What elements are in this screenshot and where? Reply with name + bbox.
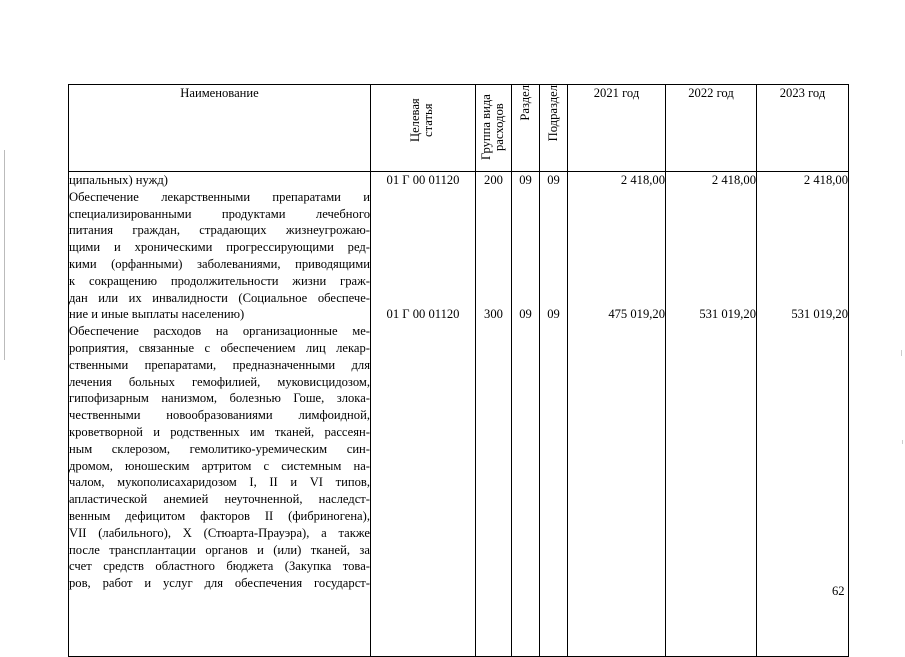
amount-2023-value: 2 418,00 bbox=[803, 173, 848, 187]
subsection-cell bbox=[540, 172, 568, 657]
name-line: ние и иные выплаты населению) bbox=[69, 307, 245, 322]
budget-table bbox=[68, 84, 849, 657]
subsection-value: 09 bbox=[547, 173, 560, 187]
scan-edge-mark bbox=[901, 350, 902, 356]
name-line: кими (орфанными) заболеваниями, приводящими bbox=[69, 256, 370, 271]
amount-2021-value: 475 019,20 bbox=[608, 307, 665, 321]
header-2022: 2022 год bbox=[666, 85, 757, 172]
scan-edge-mark bbox=[4, 150, 5, 360]
name-line: роприятия, связанные с обеспечением лиц лекар- bbox=[69, 340, 370, 355]
name-line: гипофизарным нанизмом, болезнью Гоше, злока- bbox=[69, 391, 370, 406]
header-section: Раздел bbox=[512, 85, 540, 172]
target-article-value: 01 Г 00 01120 bbox=[386, 307, 460, 321]
scan-edge-mark bbox=[902, 440, 903, 444]
amount-2021-value: 2 418,00 bbox=[620, 173, 665, 187]
header-2021: 2021 год bbox=[568, 85, 666, 172]
name-line: чественными новообразованиями лимфоидной, bbox=[69, 408, 370, 423]
name-line: лечения больных гемофилией, муковисцидозом, bbox=[69, 374, 370, 389]
header-target-article: Целевая статья bbox=[371, 85, 476, 172]
name-line: ров, работ и услуг для обеспечения государст- bbox=[69, 576, 370, 591]
amount-2022-value: 2 418,00 bbox=[711, 173, 756, 187]
name-line: к сокращению продолжительности жизни граж- bbox=[69, 273, 370, 288]
table-row bbox=[69, 172, 849, 657]
amount-2023-value: 531 019,20 bbox=[791, 307, 848, 321]
subsection-value: 09 bbox=[547, 307, 560, 321]
target-article-value: 01 Г 00 01120 bbox=[386, 173, 460, 187]
name-line: после трансплантации органов и (или) тканей, за bbox=[69, 542, 370, 557]
header-subsection: Подраздел bbox=[540, 85, 568, 172]
name-line: кроветворной и родственных им тканей, рассеян- bbox=[69, 424, 370, 439]
name-line: питания граждан, страдающих жизнеугрожаю- bbox=[69, 223, 370, 238]
page-number: 62 bbox=[832, 584, 845, 598]
name-line: дромом, юношеским артритом с системным на- bbox=[69, 458, 370, 473]
section-value: 09 bbox=[519, 173, 532, 187]
name-line: специализированными продуктами лечебного bbox=[69, 206, 370, 221]
expense-group-value: 300 bbox=[484, 307, 503, 321]
expense-group-value: 200 bbox=[484, 173, 503, 187]
header-2023: 2023 год bbox=[757, 85, 849, 172]
name-line: Обеспечение лекарственными препаратами и bbox=[69, 189, 370, 204]
header-name: Наименование bbox=[69, 85, 371, 172]
name-line: VII (лабильного), X (Стюарта-Прауэра), а также bbox=[69, 525, 370, 540]
section-cell bbox=[512, 172, 540, 657]
header-expense-group: Группа вида расходов bbox=[476, 85, 512, 172]
section-value: 09 bbox=[519, 307, 532, 321]
name-line: щими и хроническими прогрессирующими ред- bbox=[69, 240, 370, 255]
target-article-cell bbox=[371, 172, 476, 657]
name-line: ным склерозом, гемолитико-уремическим син- bbox=[69, 441, 370, 456]
name-line: ственными препаратами, предназначенными для bbox=[69, 357, 370, 372]
name-cell bbox=[69, 172, 371, 657]
amount-2021-cell bbox=[568, 172, 666, 657]
name-line: дан или их инвалидности (Социальное обеспече- bbox=[69, 290, 370, 305]
name-line: ципальных) нужд) bbox=[69, 173, 168, 187]
name-line: счет средств областного бюджета (Закупка това- bbox=[69, 559, 370, 574]
amount-2022-cell bbox=[666, 172, 757, 657]
name-line: чалом, мукополисахаридозом I, II и VI типов, bbox=[69, 475, 370, 490]
expense-group-cell bbox=[476, 172, 512, 657]
name-line: апластической анемией неуточненной, наследст- bbox=[69, 492, 370, 507]
name-line: Обеспечение расходов на организационные ме- bbox=[69, 324, 370, 339]
amount-2022-value: 531 019,20 bbox=[699, 307, 756, 321]
table-header-row bbox=[69, 85, 849, 172]
name-line: венным дефицитом факторов II (фибриногена), bbox=[69, 508, 370, 523]
